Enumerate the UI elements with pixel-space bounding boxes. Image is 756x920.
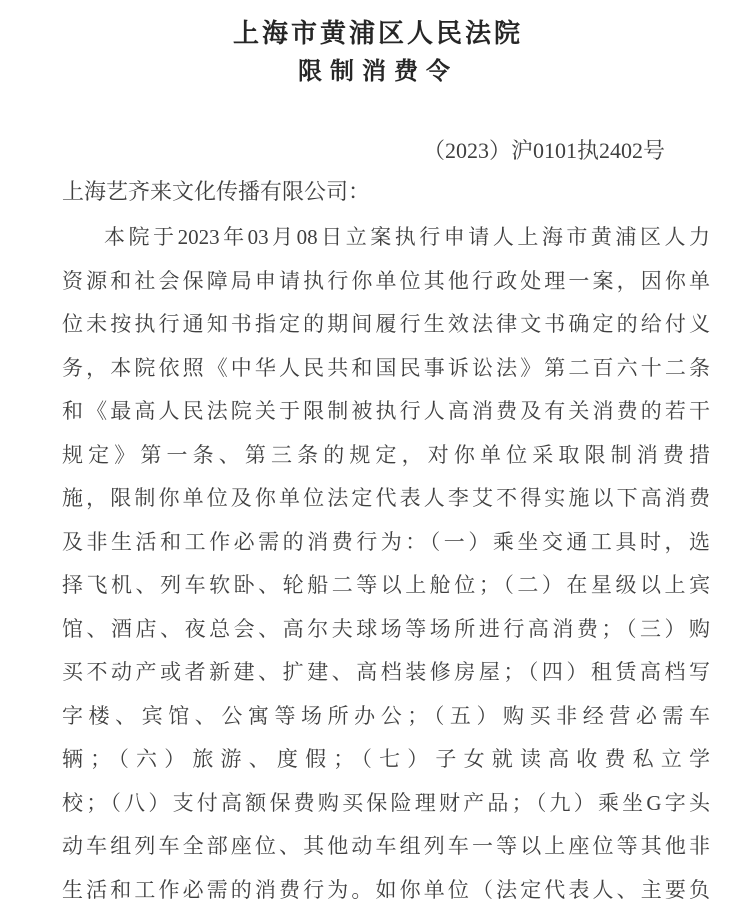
body-line: 馆、酒店、夜总会、高尔夫球场等场所进行高消费；（三）购 [62,616,710,641]
body-line: 择飞机、列车软卧、轮船二等以上舱位；（二）在星级以上宾 [62,573,710,597]
body-line: 字楼、宾馆、公寓等场所办公；（五）购买非经营必需车 [62,703,710,728]
court-name: 上海市黄浦区人民法院 [232,19,523,48]
body-line: 本院于2023年03月08日立案执行申请人上海市黄浦区人力 [104,225,710,249]
document-body [62,216,710,912]
case-number: （2023）沪0101执2402号 [422,138,665,163]
body-line: 买不动产或者新建、扩建、高档装修房屋；（四）租赁高档写 [62,660,710,684]
document-title: 限制消费令 [298,59,458,85]
body-line: 和《最高人民法院关于限制被执行人高消费及有关消费的若干 [62,399,710,423]
body-line: 务，本院依照《中华人民共和国民事诉讼法》第二百六十二条 [62,355,710,380]
document-page [0,16,756,920]
body-line: 资源和社会保障局申请执行你单位其他行政处理一案，因你单 [62,268,710,293]
body-line: 施，限制你单位及你单位法定代表人李艾不得实施以下高消费 [62,486,710,510]
body-line: 位未按执行通知书指定的期间履行生效法律文书确定的给付义 [62,312,710,336]
addressee-line: 上海艺齐来文化传播有限公司： [62,179,371,204]
body-line: 及非生活和工作必需的消费行为：（一）乘坐交通工具时，选 [62,529,710,554]
body-line: 规定》第一条、第三条的规定，对你单位采取限制消费措 [62,442,710,467]
body-line: 辆；（六）旅游、度假；（七）子女就读高收费私立学 [62,747,710,771]
body-line: 生活和工作必需的消费行为。如你单位（法定代表人、主要负 [62,877,710,902]
body-line: 动车组列车全部座位、其他动车组列车一等以上座位等其他非 [62,834,710,858]
body-line: 校；（八）支付高额保费购买保险理财产品；（九）乘坐G字头 [62,790,710,815]
